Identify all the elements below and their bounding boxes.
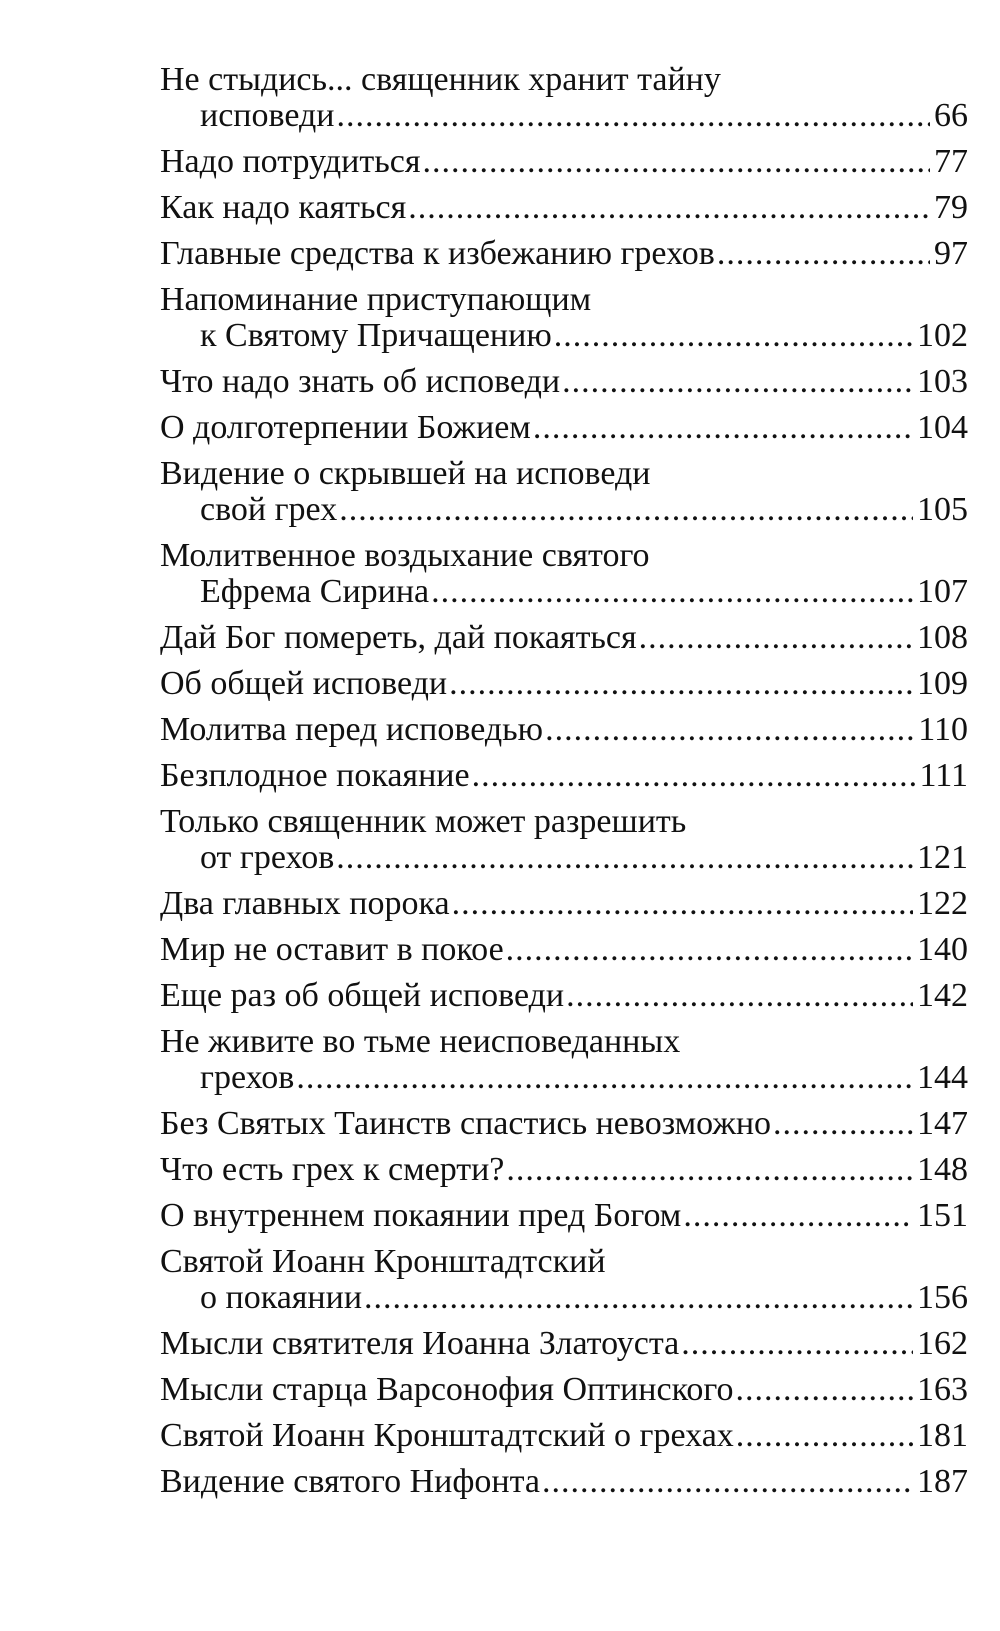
toc-entry-page-number: 181 [917, 1417, 968, 1454]
toc-entry-page-number: 162 [917, 1325, 968, 1362]
toc-entry-title-line: Видение святого Нифонта [160, 1463, 540, 1500]
toc-entry-title-line: Мысли святителя Иоанна Златоуста [160, 1325, 680, 1362]
toc-entry-last-line [160, 410, 968, 446]
toc-entry-title-line: Напоминание приступающим [160, 281, 592, 318]
toc-entry-title-line: Что есть грех к смерти? [160, 1151, 505, 1188]
toc-entry-title-line: Святой Иоанн Кронштадтский о грехах [160, 1417, 734, 1454]
toc-entry [160, 758, 968, 794]
toc-entry-page-number: 110 [918, 711, 968, 748]
toc-entry-page-number: 140 [917, 931, 968, 968]
toc-entry-page-number: 163 [917, 1371, 968, 1408]
dot-leader [554, 318, 913, 354]
dot-leader [533, 410, 913, 446]
dot-leader [545, 712, 914, 748]
dot-leader [408, 190, 930, 226]
toc-entry-page-number: 121 [917, 839, 968, 876]
dot-leader [683, 1198, 913, 1234]
toc-entry-page-number: 108 [917, 619, 968, 656]
toc-entry-title-line: Как надо каяться [160, 189, 407, 226]
toc-entry-last-line [160, 978, 968, 1014]
toc-entry-title-line: грехов [200, 1059, 295, 1096]
toc-entry-page-number: 107 [917, 573, 968, 610]
toc-entry-last-line [160, 666, 968, 702]
toc-entry-last-line [160, 574, 968, 610]
toc-entry-last-line [160, 712, 968, 748]
toc-entry [160, 1106, 968, 1142]
toc-entry-last-line [160, 840, 968, 876]
toc-entry-title-line: Не стыдись... священник хранит тайну [160, 61, 721, 98]
dot-leader [431, 574, 913, 610]
dot-leader [336, 840, 913, 876]
toc-entry-page-number: 103 [917, 363, 968, 400]
toc-entry [160, 1418, 968, 1454]
toc-entry-page-number: 156 [917, 1279, 968, 1316]
toc-entry-page-number: 151 [917, 1197, 968, 1234]
toc-entry-last-line [160, 492, 968, 528]
dot-leader [566, 978, 913, 1014]
toc-entry-title-line: Мир не оставит в покое [160, 931, 504, 968]
toc-entry-title-line: исповеди [200, 97, 335, 134]
toc-entry-last-line [160, 236, 968, 272]
toc-entry-page-number: 105 [917, 491, 968, 528]
toc-entry [160, 282, 968, 354]
toc-entry-title-line: Молитва перед исповедью [160, 711, 544, 748]
toc-entry-page-number: 104 [917, 409, 968, 446]
toc-entry-title-line: Молитвенное воздыхание святого [160, 537, 650, 574]
toc-entry-last-line [160, 886, 968, 922]
toc-entry-last-line [160, 932, 968, 968]
dot-leader [452, 886, 913, 922]
toc-entry [160, 978, 968, 1014]
toc-entry-page-number: 97 [934, 235, 968, 272]
toc-entry-title-line: Без Святых Таинств спастись невозможно [160, 1105, 772, 1142]
toc-entry-title-line: Об общей исповеди [160, 665, 448, 702]
toc-entry-last-line [160, 1418, 968, 1454]
toc-entry-page-number: 79 [934, 189, 968, 226]
toc-entry [160, 932, 968, 968]
toc-entry-title-line: Два главных порока [160, 885, 450, 922]
dot-leader [506, 932, 913, 968]
toc-entry-page-number: 66 [934, 97, 968, 134]
toc-entry-page-number: 109 [917, 665, 968, 702]
dot-leader [422, 144, 930, 180]
toc-entry [160, 1464, 968, 1500]
toc-entry [160, 1198, 968, 1234]
toc-entry-page-number: 187 [917, 1463, 968, 1500]
toc-entry-title-line: Безплодное покаяние [160, 757, 470, 794]
toc-entry-last-line [160, 758, 968, 794]
toc-entry [160, 1152, 968, 1188]
table-of-contents [160, 62, 968, 1510]
toc-entry-page-number: 142 [917, 977, 968, 1014]
dot-leader [717, 236, 930, 272]
toc-entry-title-line: Надо потрудиться [160, 143, 421, 180]
toc-entry-title-line: Видение о скрывшей на исповеди [160, 455, 651, 492]
toc-entry [160, 62, 968, 134]
dot-leader [296, 1060, 913, 1096]
toc-entry-page-number: 77 [934, 143, 968, 180]
dot-leader [506, 1152, 913, 1188]
toc-entry-title-line: свой грех [200, 491, 338, 528]
toc-entry-last-line [160, 1060, 968, 1096]
dot-leader [681, 1326, 913, 1362]
toc-entry-last-line [160, 1372, 968, 1408]
toc-entry-title-line: О долготерпении Божием [160, 409, 531, 446]
toc-entry-title-line: Только священник может разрешить [160, 803, 687, 840]
toc-entry-last-line [160, 1106, 968, 1142]
toc-entry [160, 236, 968, 272]
toc-entry-last-line [160, 318, 968, 354]
dot-leader [336, 98, 930, 134]
toc-entry [160, 190, 968, 226]
toc-entry-last-line [160, 1464, 968, 1500]
toc-entry [160, 144, 968, 180]
dot-leader [364, 1280, 913, 1316]
toc-entry-title-line: О внутреннем покаянии пред Богом [160, 1197, 682, 1234]
dot-leader [639, 620, 913, 656]
dot-leader [339, 492, 913, 528]
toc-entry-last-line [160, 98, 968, 134]
toc-entry-title-line: Главные средства к избежанию грехов [160, 235, 715, 272]
toc-entry-page-number: 122 [917, 885, 968, 922]
dot-leader [735, 1372, 913, 1408]
toc-entry-last-line [160, 190, 968, 226]
toc-entry-title-line: Мысли старца Варсонофия Оптинского [160, 1371, 734, 1408]
toc-entry-page-number: 102 [917, 317, 968, 354]
toc-entry-last-line [160, 620, 968, 656]
toc-entry [160, 804, 968, 876]
toc-entry-page-number: 111 [919, 757, 968, 794]
toc-entry-last-line [160, 364, 968, 400]
dot-leader [736, 1418, 913, 1454]
toc-entry-last-line [160, 1280, 968, 1316]
toc-entry-page-number: 147 [917, 1105, 968, 1142]
toc-entry-title-line: к Святому Причащению [200, 317, 552, 354]
toc-entry [160, 1326, 968, 1362]
toc-entry [160, 1372, 968, 1408]
toc-entry-title-line: Дай Бог помереть, дай покаяться [160, 619, 637, 656]
toc-entry-last-line [160, 144, 968, 180]
toc-entry [160, 666, 968, 702]
toc-entry-last-line [160, 1198, 968, 1234]
toc-entry-last-line [160, 1152, 968, 1188]
dot-leader [449, 666, 913, 702]
toc-entry [160, 1024, 968, 1096]
dot-leader [773, 1106, 913, 1142]
toc-entry-title-line: Что надо знать об исповеди [160, 363, 561, 400]
dot-leader [562, 364, 913, 400]
toc-entry [160, 364, 968, 400]
toc-entry-title-line: о покаянии [200, 1279, 363, 1316]
toc-entry [160, 620, 968, 656]
toc-entry [160, 886, 968, 922]
toc-entry [160, 456, 968, 528]
toc-entry [160, 712, 968, 748]
toc-entry-last-line [160, 1326, 968, 1362]
toc-entry-title-line: Святой Иоанн Кронштадтский [160, 1243, 606, 1280]
toc-entry-page-number: 148 [917, 1151, 968, 1188]
toc-entry-title-line: Не живите во тьме неисповеданных [160, 1023, 681, 1060]
toc-entry-title-line: Ефрема Сирина [200, 573, 430, 610]
toc-entry [160, 1244, 968, 1316]
toc-entry-title-line: Еще раз об общей исповеди [160, 977, 565, 1014]
dot-leader [542, 1464, 913, 1500]
toc-entry-page-number: 144 [917, 1059, 968, 1096]
dot-leader [472, 758, 916, 794]
toc-entry [160, 538, 968, 610]
toc-entry [160, 410, 968, 446]
toc-entry-title-line: от грехов [200, 839, 335, 876]
